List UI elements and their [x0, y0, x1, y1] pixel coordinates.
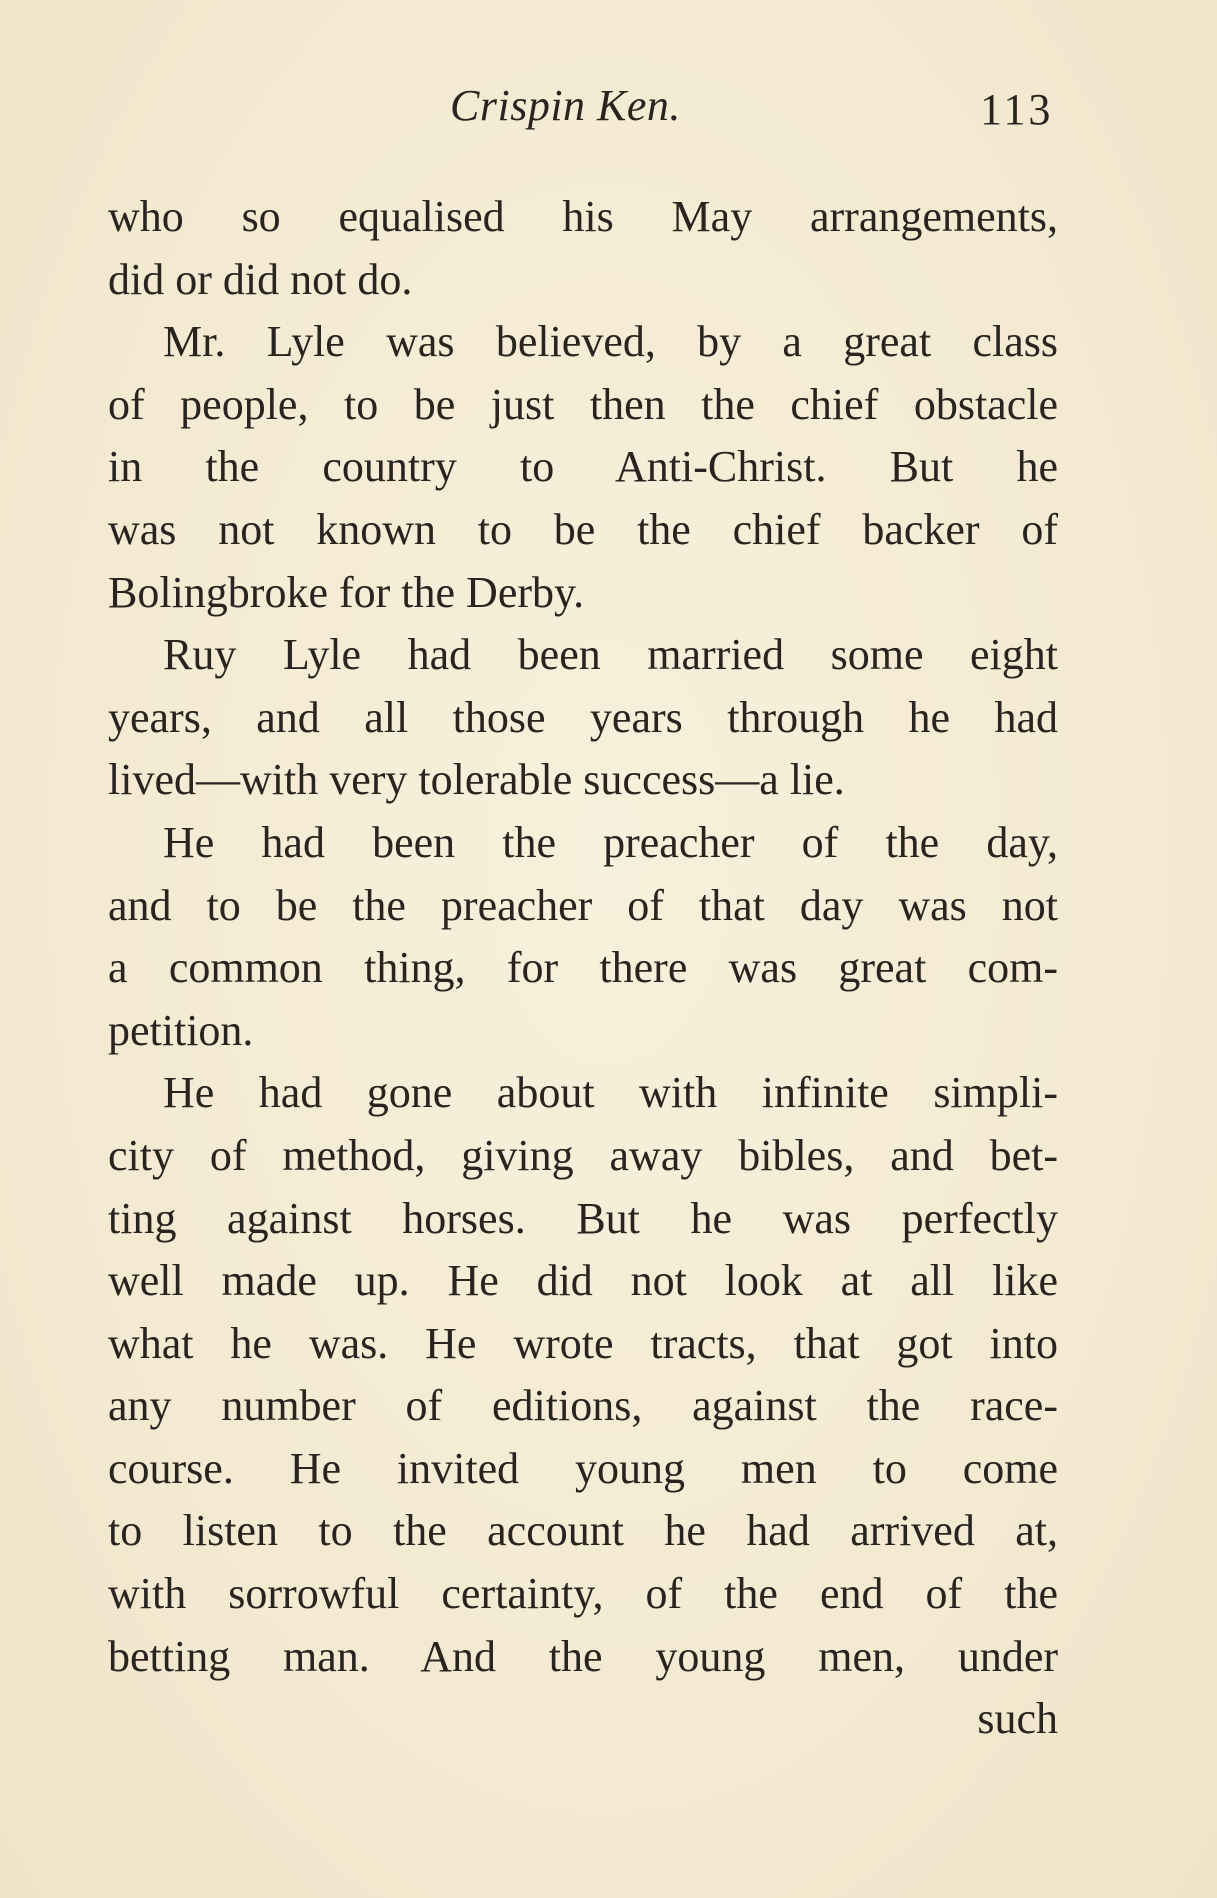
catchword: such [977, 1694, 1058, 1744]
text-line: He had gone about with infinite simpli- [163, 1068, 1058, 1118]
text-line: Ruy Lyle had been married some eight [163, 630, 1058, 680]
text-line: was not known to be the chief backer of [108, 504, 1058, 554]
text-line: course. He invited young men to come [108, 1443, 1058, 1493]
text-line: petition. [108, 1005, 254, 1055]
running-title: Crispin Ken. [450, 81, 681, 130]
text-line: in the country to Anti-Christ. But he [108, 442, 1058, 492]
text-line: what he was. He wrote tracts, that got into [108, 1318, 1058, 1368]
text-line: of people, to be just then the chief obstacle [108, 379, 1058, 429]
text-line: any number of editions, against the race- [108, 1381, 1058, 1431]
text-line: to listen to the account he had arrived at, [108, 1506, 1058, 1556]
text-line: He had been the preacher of the day, [163, 817, 1058, 867]
text-line: a common thing, for there was great com- [108, 943, 1058, 993]
text-line: well made up. He did not look at all like [108, 1256, 1058, 1306]
text-line: years, and all those years through he had [108, 692, 1058, 742]
page-number: 113 [980, 85, 1054, 134]
text-line: Bolingbroke for the Derby. [108, 567, 585, 617]
text-line: and to be the preacher of that day was not [108, 880, 1058, 930]
text-line: lived—with very tolerable success—a lie. [108, 755, 845, 805]
text-line: Mr. Lyle was believed, by a great class [163, 317, 1058, 367]
text-line: did or did not do. [108, 254, 413, 304]
body-text [108, 186, 1058, 1751]
text-line: who so equalised his May arrangements, [108, 192, 1058, 241]
running-head [0, 80, 1217, 140]
text-line: ting against horses. But he was perfectly [108, 1193, 1058, 1243]
text-line: city of method, giving away bibles, and bet- [108, 1130, 1058, 1180]
text-line: with sorrowful certainty, of the end of the [108, 1569, 1058, 1619]
text-line: betting man. And the young men, under [108, 1631, 1058, 1681]
